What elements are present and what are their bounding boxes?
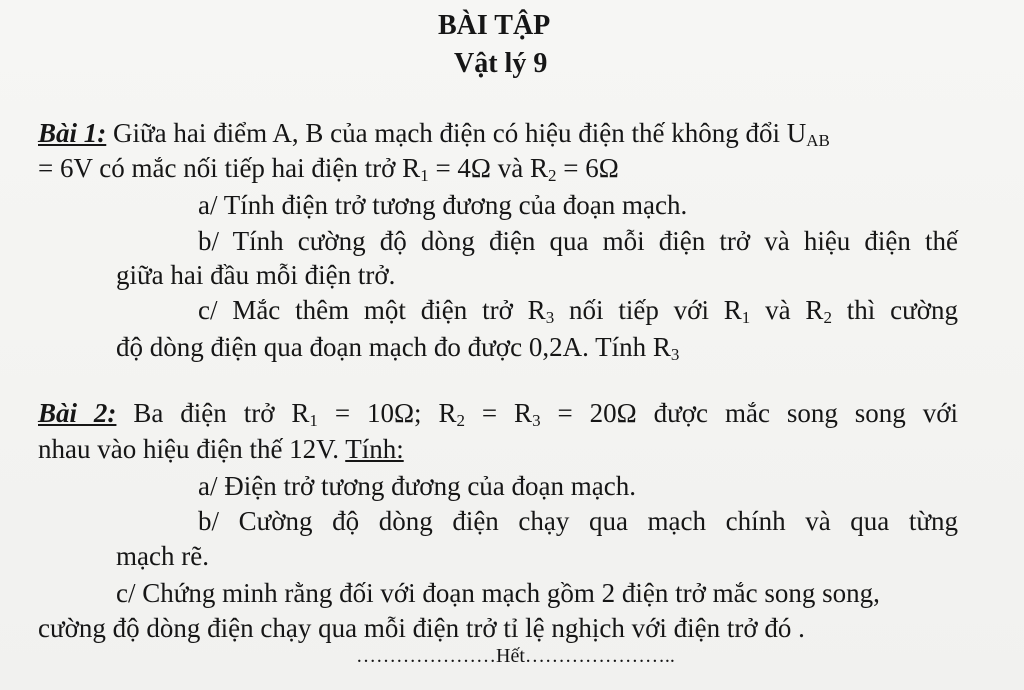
problem2-part-b-line1: b/ Cường độ dòng điện chạy qua mạch chính và qua từng bbox=[198, 506, 958, 536]
problem1-part-c-line2 bbox=[116, 332, 680, 364]
r3-subscript: 3 bbox=[532, 411, 541, 430]
problem2-line1-prefix: Ba điện trở R bbox=[133, 398, 310, 428]
problem1-part-b-line2: giữa hai đầu mỗi điện trở. bbox=[116, 260, 396, 290]
problem2-part-c-line2: cường độ dòng điện chạy qua mỗi điện trở tỉ lệ nghịch với điện trở đó . bbox=[38, 613, 805, 643]
problem1-line2-suffix: = 6Ω bbox=[556, 153, 619, 183]
r1-subscript: 1 bbox=[741, 308, 751, 327]
r1-subscript: 1 bbox=[309, 411, 318, 430]
problem1-label: Bài 1: bbox=[38, 118, 107, 148]
uab-subscript: AB bbox=[806, 131, 830, 150]
problem2-line1-mid2: = R bbox=[464, 398, 533, 428]
problem2-line1-suffix: = 20Ω được mắc song song với bbox=[540, 398, 958, 428]
problem2-label: Bài 2: bbox=[38, 398, 117, 428]
r1-subscript: 1 bbox=[420, 166, 429, 185]
problem1-line2 bbox=[38, 153, 619, 185]
r2-subscript: 2 bbox=[456, 411, 465, 430]
worksheet-subtitle: Vật lý 9 bbox=[454, 48, 548, 79]
problem1-c-prefix: c/ Mắc thêm một điện trở R bbox=[198, 295, 546, 325]
problem2-line1-mid1: = 10Ω; R bbox=[317, 398, 457, 428]
r2-subscript: 2 bbox=[547, 166, 557, 185]
worksheet-title: BÀI TẬP bbox=[438, 10, 551, 41]
problem1-c-line2-text: độ dòng điện qua đoạn mạch đo được 0,2A. Tính R bbox=[116, 332, 671, 362]
problem1-c-suffix: thì cường bbox=[831, 295, 958, 325]
problem1-c-mid1: nối tiếp với R bbox=[554, 295, 742, 325]
problem2-part-a: a/ Điện trở tương đương của đoạn mạch. bbox=[198, 471, 636, 501]
problem2-line2 bbox=[38, 436, 404, 463]
r2-subscript: 2 bbox=[823, 308, 832, 327]
r3-subscript: 3 bbox=[545, 308, 555, 327]
problem2-part-b-line2: mạch rẽ. bbox=[116, 541, 209, 571]
problem1-text: Giữa hai điểm A, B của mạch điện có hiệu điện thế không đổi U bbox=[113, 118, 807, 148]
problem1-part-b-line1: b/ Tính cường độ dòng điện qua mỗi điện trở và hiệu điện thế bbox=[198, 226, 958, 256]
problem1-part-a: a/ Tính điện trở tương đương của đoạn mạch. bbox=[198, 190, 688, 220]
problem2-line2-prefix: nhau vào hiệu điện thế 12V. bbox=[38, 434, 346, 464]
problem1-c-mid2: và R bbox=[750, 295, 824, 325]
r3-subscript: 3 bbox=[670, 345, 680, 364]
problem2-part-c-line1: c/ Chứng minh rằng đối với đoạn mạch gồm 2 điện trở mắc song song, bbox=[116, 578, 880, 608]
problem1-part-c-line1 bbox=[198, 295, 958, 327]
end-marker: …………………Hết………………….. bbox=[356, 645, 675, 667]
problem1-line2-prefix: = 6V có mắc nối tiếp hai điện trở R bbox=[38, 153, 421, 183]
tinh-underlined: Tính: bbox=[345, 434, 404, 464]
problem1-line1 bbox=[38, 118, 830, 150]
problem1-line2-mid: = 4Ω và R bbox=[428, 153, 548, 183]
problem2-line1 bbox=[38, 398, 958, 430]
